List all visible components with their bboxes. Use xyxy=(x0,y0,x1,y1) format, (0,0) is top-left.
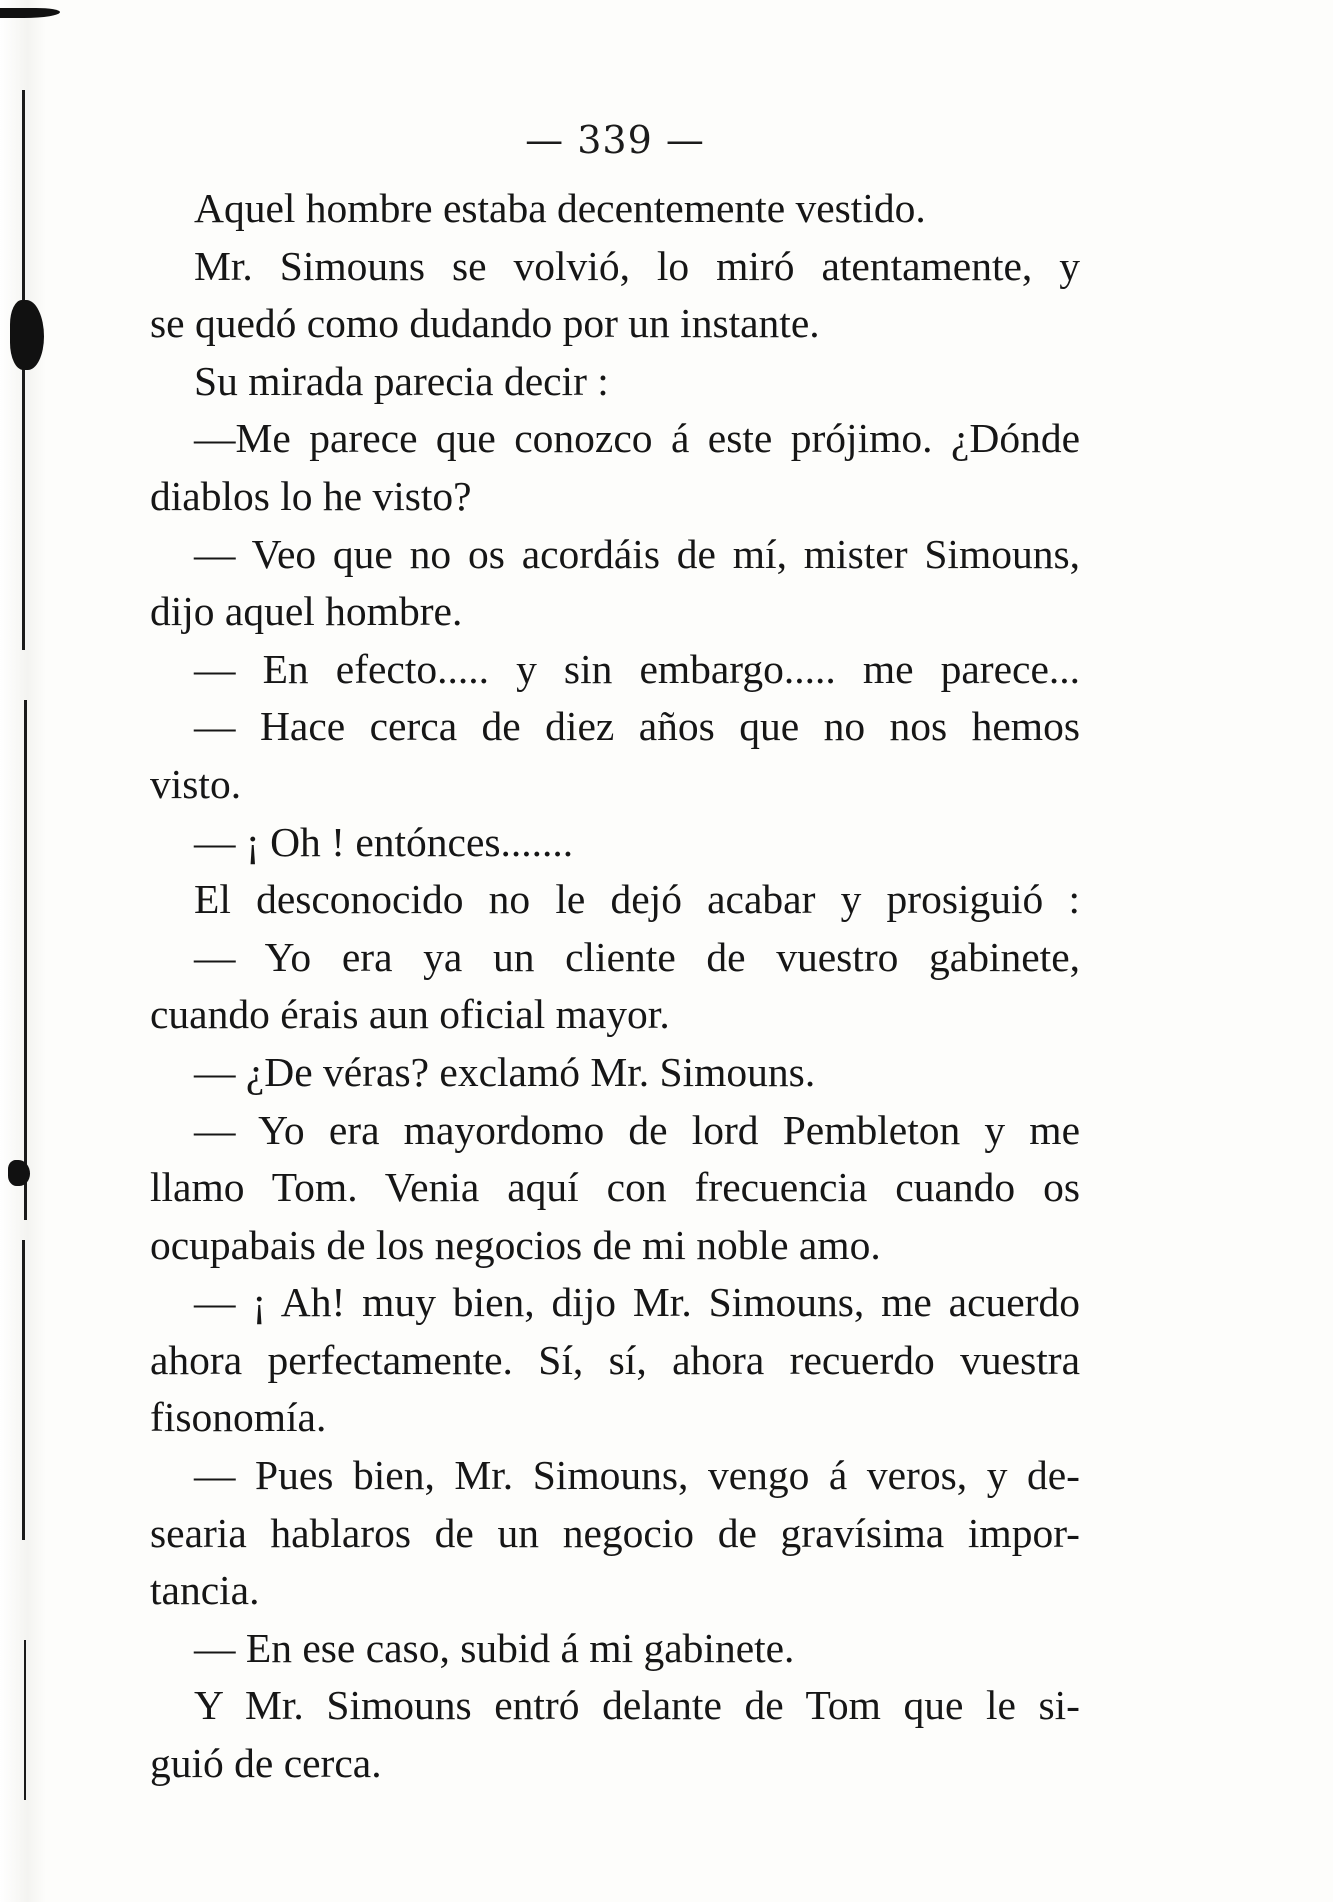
text-line: —Me parece que conozco á este prójimo. ¿Dónde xyxy=(194,415,1080,462)
binding-line xyxy=(22,90,25,650)
text-line: ocupabais de los negocios de mi noble amo. xyxy=(150,1221,881,1268)
binding-line xyxy=(22,1240,25,1540)
text-line: Y Mr. Simouns entró delante de Tom que le si- xyxy=(194,1682,1080,1729)
text-line: Mr. Simouns se volvió, lo miró atentamente, y xyxy=(194,242,1080,289)
text-line: tancia. xyxy=(150,1567,260,1614)
text-line: — En ese caso, subid á mi gabinete. xyxy=(194,1624,795,1671)
text-line: llamo Tom. Venia aquí con frecuencia cuando os xyxy=(150,1164,1080,1211)
text-line: visto. xyxy=(150,760,242,807)
text-line: — Yo era mayordomo de lord Pembleton y me xyxy=(194,1106,1080,1153)
page-text xyxy=(150,180,1080,1793)
text-line: guió de cerca. xyxy=(150,1740,382,1787)
binding-line xyxy=(24,700,27,1220)
text-line: dijo aquel hombre. xyxy=(150,588,463,635)
text-line: fisonomía. xyxy=(150,1394,327,1441)
text-line: Su mirada parecia decir : xyxy=(194,357,609,404)
text-line: cuando érais aun oficial mayor. xyxy=(150,991,670,1038)
text-line: — ¡ Oh ! entónces....... xyxy=(194,818,574,865)
text-line: — Veo que no os acordáis de mí, mister Simouns, xyxy=(194,530,1080,577)
page-number: — 339 — xyxy=(525,118,705,162)
text-line: diablos lo he visto? xyxy=(150,472,472,519)
text-line: — En efecto..... y sin embargo..... me parece... xyxy=(194,645,1080,692)
text-line: — Yo era ya un cliente de vuestro gabinete, xyxy=(194,933,1080,980)
ink-blot xyxy=(8,1160,30,1186)
page-binding-edge xyxy=(0,0,46,1902)
binding-line xyxy=(24,1640,26,1800)
text-line: — Pues bien, Mr. Simouns, vengo á veros, y de- xyxy=(194,1452,1080,1499)
text-line: Aquel hombre estaba decentemente vestido. xyxy=(194,185,926,231)
text-line: — ¡ Ah! muy bien, dijo Mr. Simouns, me acuerdo xyxy=(194,1279,1080,1326)
text-line: El desconocido no le dejó acabar y prosiguió : xyxy=(194,876,1080,923)
text-line: — ¿De véras? exclamó Mr. Simouns. xyxy=(194,1048,816,1095)
text-line: se quedó como dudando por un instante. xyxy=(150,300,820,347)
text-line: ahora perfectamente. Sí, sí, ahora recuerdo vuestra xyxy=(150,1336,1080,1383)
text-line: — Hace cerca de diez años que no nos hemos xyxy=(194,703,1080,750)
ink-blot xyxy=(10,300,44,370)
ink-blot xyxy=(0,8,60,18)
text-line: searia hablaros de un negocio de gravísima impor- xyxy=(150,1509,1080,1556)
